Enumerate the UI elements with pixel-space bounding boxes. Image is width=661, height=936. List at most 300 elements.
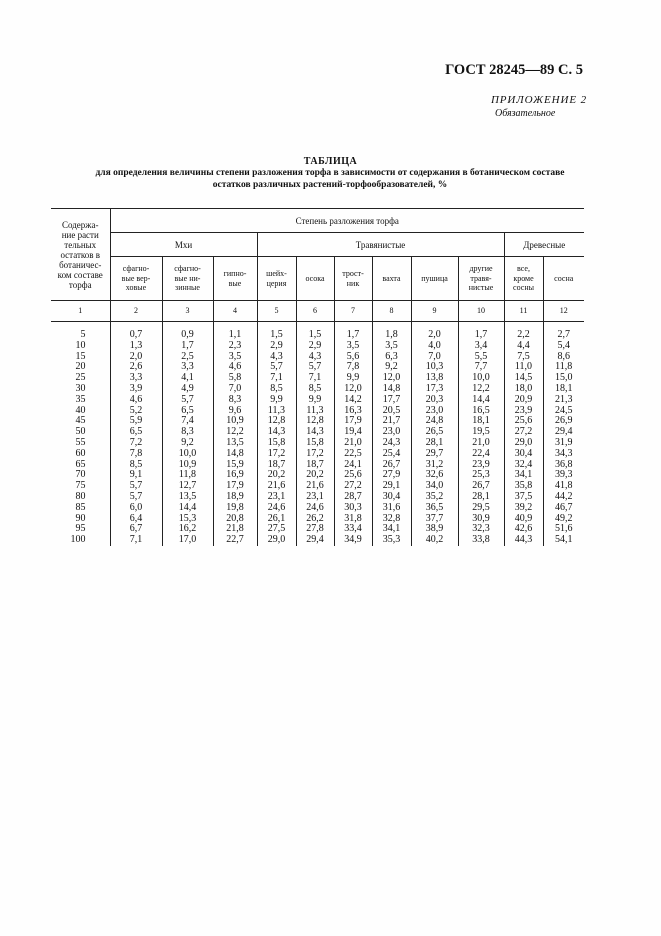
decomposition-value-cell: 21,0 [458,438,504,449]
decomposition-value-cell: 10,0 [162,449,213,460]
decomposition-value-cell: 15,8 [257,438,296,449]
decomposition-value-cell: 1,3 [110,341,162,352]
content-percent-cell: 60 [75,447,86,459]
decomposition-value-cell: 2,0 [411,322,458,341]
decomposition-value-cell: 5,7 [257,362,296,373]
document-header: ГОСТ 28245—89 С. 5 [445,62,583,78]
column-number: 11 [504,301,543,322]
decomposition-value-cell: 5,7 [296,362,334,373]
decomposition-value-cell: 7,8 [334,362,372,373]
decomposition-value-cell: 7,1 [257,373,296,384]
decomposition-value-cell: 14,4 [458,395,504,406]
decomposition-value-cell: 23,0 [411,406,458,417]
decomposition-value-cell: 20,2 [257,470,296,481]
decomposition-value-cell: 17,9 [213,481,257,492]
subcolumn-header [213,257,257,301]
decomposition-value-cell: 7,5 [504,352,543,363]
decomposition-value-cell: 24,8 [411,416,458,427]
decomposition-value-cell: 40,2 [411,535,458,546]
content-percent-cell: 85 [75,501,86,513]
decomposition-value-cell: 16,2 [162,524,213,535]
decomposition-value-cell: 21,3 [543,395,584,406]
table-title: ТАБЛИЦА [303,156,358,167]
decomposition-value-cell: 10,0 [458,373,504,384]
table-row [51,503,584,514]
decomposition-value-cell: 44,2 [543,492,584,503]
decomposition-value-cell: 18,1 [458,416,504,427]
header-line: зинные [175,283,200,293]
subcolumn-header [257,257,296,301]
decomposition-value-cell: 15,0 [543,373,584,384]
decomposition-value-cell: 5,9 [110,416,162,427]
decomposition-value-cell: 28,1 [458,492,504,503]
decomposition-value-cell: 28,1 [411,438,458,449]
decomposition-value-cell: 34,1 [504,470,543,481]
decomposition-value-cell: 17,3 [411,384,458,395]
decomposition-value-cell: 5,7 [110,481,162,492]
content-percent-cell: 55 [75,436,86,448]
decomposition-value-cell: 21,0 [334,438,372,449]
decomposition-value-cell: 46,7 [543,503,584,514]
decomposition-value-cell: 54,1 [543,535,584,546]
decomposition-value-cell: 5,6 [334,352,372,363]
subcolumn-header [372,257,411,301]
decomposition-value-cell: 2,7 [543,322,584,341]
peat-decomposition-table [51,208,584,546]
decomposition-value-cell: 39,2 [504,503,543,514]
appendix-label: ПРИЛОЖЕНИЕ 2 [490,94,587,106]
decomposition-value-cell: 1,7 [334,322,372,341]
decomposition-value-cell: 2,5 [162,352,213,363]
decomposition-value-cell: 26,7 [372,460,411,471]
decomposition-value-cell: 4,3 [296,352,334,363]
decomposition-value-cell: 12,8 [257,416,296,427]
content-percent-cell: 75 [75,480,86,492]
decomposition-value-cell: 40,9 [504,514,543,525]
decomposition-value-cell: 27,2 [334,481,372,492]
header-line: ботаничес- [59,259,102,270]
header-line: вые [228,278,242,288]
header-line: тельных [64,239,97,250]
decomposition-value-cell: 18,0 [504,384,543,395]
decomposition-value-cell: 3,9 [110,384,162,395]
decomposition-value-cell: 2,3 [213,341,257,352]
appendix-status: Обязательное [495,108,556,119]
decomposition-value-cell: 1,5 [257,322,296,341]
column-number: 8 [372,301,411,322]
header-line: трост- [342,269,364,278]
decomposition-value-cell: 3,4 [458,341,504,352]
decomposition-value-cell: 20,9 [504,395,543,406]
subcolumn-header [162,257,213,301]
decomposition-value-cell: 11,3 [257,406,296,417]
content-percent-cell: 40 [75,404,86,416]
header-line: ховые [125,283,147,293]
decomposition-value-cell: 20,5 [372,406,411,417]
decomposition-value-cell: 31,2 [411,460,458,471]
decomposition-value-cell: 9,2 [162,438,213,449]
decomposition-value-cell: 26,2 [296,514,334,525]
content-percent-cell: 80 [75,490,86,502]
decomposition-value-cell: 32,8 [372,514,411,525]
decomposition-value-cell: 3,5 [213,352,257,363]
content-percent-cell: 100 [70,534,86,546]
decomposition-value-cell: 22,5 [334,449,372,460]
decomposition-value-cell: 33,8 [458,535,504,546]
header-line: вые ни- [174,273,201,283]
decomposition-value-cell: 2,9 [257,341,296,352]
decomposition-value-cell: 14,5 [504,373,543,384]
decomposition-value-cell: 14,8 [372,384,411,395]
content-percent-cell: 30 [75,382,86,394]
decomposition-value-cell: 29,1 [372,481,411,492]
decomposition-value-cell: 4,3 [257,352,296,363]
column-number: 10 [458,301,504,322]
decomposition-value-cell: 14,8 [213,449,257,460]
decomposition-value-cell: 28,7 [334,492,372,503]
column-number: 5 [257,301,296,322]
content-percent-cell: 5 [80,329,86,340]
decomposition-value-cell: 9,1 [110,470,162,481]
header-line: травя- [470,273,492,283]
decomposition-value-cell: 29,4 [296,535,334,546]
decomposition-value-cell: 26,7 [458,481,504,492]
decomposition-value-cell: 26,5 [411,427,458,438]
subcolumn-header [504,257,543,301]
decomposition-value-cell: 16,5 [458,406,504,417]
decomposition-value-cell: 2,6 [110,362,162,373]
decomposition-value-cell: 16,3 [334,406,372,417]
decomposition-value-cell: 7,0 [411,352,458,363]
column-number: 2 [110,301,162,322]
decomposition-value-cell: 4,6 [213,362,257,373]
decomposition-value-cell: 27,5 [257,524,296,535]
decomposition-value-cell: 7,7 [458,362,504,373]
decomposition-value-cell: 14,3 [296,427,334,438]
decomposition-value-cell: 30,4 [372,492,411,503]
decomposition-value-cell: 8,3 [213,395,257,406]
decomposition-value-cell: 27,2 [504,427,543,438]
decomposition-value-cell: 23,0 [372,427,411,438]
decomposition-value-cell: 6,7 [110,524,162,535]
decomposition-value-cell: 30,3 [334,503,372,514]
decomposition-value-cell: 32,6 [411,470,458,481]
column-number: 3 [162,301,213,322]
decomposition-value-cell: 25,4 [372,449,411,460]
decomposition-value-cell: 23,1 [296,492,334,503]
decomposition-value-cell: 27,8 [296,524,334,535]
decomposition-value-cell: 30,9 [458,514,504,525]
decomposition-value-cell: 12,2 [458,384,504,395]
group-woody: Древесные [504,233,584,257]
content-percent-cell: 65 [75,458,86,470]
column-number: 12 [543,301,584,322]
decomposition-value-cell: 8,6 [543,352,584,363]
header-line: сфагно- [174,264,201,274]
header-line: ник [346,278,360,288]
decomposition-value-cell: 12,0 [372,373,411,384]
decomposition-value-cell: 51,6 [543,524,584,535]
decomposition-value-cell: 17,7 [372,395,411,406]
decomposition-value-cell: 11,3 [296,406,334,417]
content-percent-cell: 95 [75,523,86,535]
decomposition-value-cell: 6,4 [110,514,162,525]
decomposition-value-cell: 24,5 [543,406,584,417]
table-row [51,535,584,546]
decomposition-value-cell: 17,2 [296,449,334,460]
content-percent-cell: 90 [75,512,86,524]
decomposition-value-cell: 12,8 [296,416,334,427]
header-line: торфа [68,279,92,290]
decomposition-value-cell: 24,3 [372,438,411,449]
decomposition-value-cell: 25,6 [334,470,372,481]
decomposition-value-cell: 32,4 [504,460,543,471]
decomposition-value-cell: 4,4 [504,341,543,352]
decomposition-value-cell: 11,8 [162,470,213,481]
subcolumn-header [458,257,504,301]
decomposition-value-cell: 20,2 [296,470,334,481]
decomposition-value-cell: 24,6 [296,503,334,514]
decomposition-value-cell: 38,9 [411,524,458,535]
header-line: шейх- [266,269,287,278]
decomposition-value-cell: 4,0 [411,341,458,352]
decomposition-value-cell: 2,9 [296,341,334,352]
header-line: осока [305,273,325,283]
subcolumn-header [411,257,458,301]
decomposition-value-cell: 34,1 [372,524,411,535]
decomposition-value-cell: 29,5 [458,503,504,514]
decomposition-value-cell: 5,2 [110,406,162,417]
decomposition-value-cell: 3,3 [110,373,162,384]
decomposition-value-cell: 18,1 [543,384,584,395]
content-percent-cell: 45 [75,415,86,427]
table-row [51,395,584,406]
decomposition-value-cell: 32,3 [458,524,504,535]
decomposition-value-cell: 31,6 [372,503,411,514]
decomposition-value-cell: 1,1 [213,322,257,341]
decomposition-value-cell: 5,8 [213,373,257,384]
decomposition-value-cell: 49,2 [543,514,584,525]
group-mosses: Мхи [110,233,257,257]
decomposition-value-cell: 7,1 [296,373,334,384]
decomposition-value-cell: 20,3 [411,395,458,406]
header-line: ком составе [57,269,103,280]
decomposition-value-cell: 29,0 [257,535,296,546]
content-percent-cell: 15 [75,350,86,362]
header-line: вахта [382,273,401,283]
decomposition-value-cell: 12,7 [162,481,213,492]
content-percent-cell: 20 [75,361,86,373]
decomposition-value-cell: 34,0 [411,481,458,492]
decomposition-value-cell: 9,2 [372,362,411,373]
decomposition-value-cell: 23,1 [257,492,296,503]
decomposition-value-cell: 27,9 [372,470,411,481]
decomposition-value-cell: 8,5 [296,384,334,395]
decomposition-value-cell: 0,9 [162,322,213,341]
decomposition-value-cell: 3,5 [334,341,372,352]
decomposition-value-cell: 4,9 [162,384,213,395]
decomposition-value-cell: 7,2 [110,438,162,449]
decomposition-value-cell: 4,1 [162,373,213,384]
decomposition-value-cell: 5,4 [543,341,584,352]
decomposition-value-cell: 0,7 [110,322,162,341]
decomposition-value-cell: 33,4 [334,524,372,535]
decomposition-value-cell: 1,8 [372,322,411,341]
decomposition-value-cell: 13,5 [213,438,257,449]
decomposition-value-cell: 20,8 [213,514,257,525]
header-line: сосна [554,273,574,283]
decomposition-value-cell: 10,3 [411,362,458,373]
decomposition-value-cell: 3,3 [162,362,213,373]
decomposition-value-cell: 7,8 [110,449,162,460]
decomposition-value-cell: 17,0 [162,535,213,546]
decomposition-value-cell: 29,4 [543,427,584,438]
decomposition-value-cell: 7,4 [162,416,213,427]
decomposition-value-cell: 42,6 [504,524,543,535]
decomposition-value-cell: 29,7 [411,449,458,460]
decomposition-value-cell: 25,6 [504,416,543,427]
decomposition-value-cell: 16,9 [213,470,257,481]
decomposition-value-cell: 18,9 [213,492,257,503]
header-line: все, [517,264,530,274]
content-percent-cell: 35 [75,393,86,405]
content-percent-cell: 25 [75,372,86,384]
table-row [51,449,584,460]
decomposition-value-cell: 29,0 [504,438,543,449]
subcolumn-header [334,257,372,301]
header-line: остатков в [60,249,101,260]
column-number: 4 [213,301,257,322]
decomposition-value-cell: 24,6 [257,503,296,514]
decomposition-value-cell: 11,0 [504,362,543,373]
group-herbaceous: Травянистые [257,233,504,257]
subcolumn-header [296,257,334,301]
decomposition-value-cell: 34,3 [543,449,584,460]
decomposition-value-cell: 22,7 [213,535,257,546]
decomposition-value-cell: 11,8 [543,362,584,373]
decomposition-value-cell: 9,9 [296,395,334,406]
decomposition-value-cell: 7,1 [110,535,162,546]
decomposition-value-cell: 7,0 [213,384,257,395]
decomposition-value-cell: 22,4 [458,449,504,460]
header-line: ние расти [61,229,99,240]
decomposition-value-cell: 1,5 [296,322,334,341]
decomposition-value-cell: 1,7 [162,341,213,352]
decomposition-value-cell: 6,0 [110,503,162,514]
decomposition-value-cell: 35,3 [372,535,411,546]
decomposition-value-cell: 21,8 [213,524,257,535]
decomposition-value-cell: 36,5 [411,503,458,514]
decomposition-value-cell: 14,3 [257,427,296,438]
decomposition-value-cell: 3,5 [372,341,411,352]
decomposition-value-cell: 4,6 [110,395,162,406]
decomposition-value-cell: 8,5 [257,384,296,395]
table-row [51,341,584,352]
header-line: пушица [421,273,448,283]
decomposition-value-cell: 5,5 [458,352,504,363]
header-line: нистые [468,283,494,293]
decomposition-value-cell: 14,4 [162,503,213,514]
decomposition-value-cell: 13,8 [411,373,458,384]
header-line: сосны [513,283,534,293]
decomposition-value-cell: 14,2 [334,395,372,406]
content-percent-cell: 10 [75,339,86,351]
decomposition-value-cell: 25,3 [458,470,504,481]
decomposition-value-cell: 9,6 [213,406,257,417]
column-number: 1 [51,301,110,322]
decomposition-value-cell: 17,9 [334,416,372,427]
decomposition-value-cell: 10,9 [162,460,213,471]
decomposition-value-cell: 41,8 [543,481,584,492]
table-subtitle [30,167,630,191]
decomposition-value-cell: 31,9 [543,438,584,449]
header-line: кроме [513,273,534,283]
decomposition-value-cell: 12,2 [213,427,257,438]
header-line: церия [266,278,287,288]
decomposition-value-cell: 30,4 [504,449,543,460]
decomposition-value-cell: 18,7 [296,460,334,471]
decomposition-value-cell: 2,2 [504,322,543,341]
decomposition-value-cell: 26,9 [543,416,584,427]
decomposition-value-cell: 6,3 [372,352,411,363]
decomposition-value-cell: 15,8 [296,438,334,449]
decomposition-value-cell: 26,1 [257,514,296,525]
subcolumn-header [543,257,584,301]
decomposition-value-cell: 21,6 [257,481,296,492]
decomposition-value-cell: 2,0 [110,352,162,363]
decomposition-value-cell: 6,5 [162,406,213,417]
decomposition-value-cell: 15,9 [213,460,257,471]
decomposition-value-cell: 36,8 [543,460,584,471]
content-percent-cell: 50 [75,426,86,438]
decomposition-value-cell: 21,6 [296,481,334,492]
decomposition-value-cell: 31,8 [334,514,372,525]
decomposition-value-cell: 5,7 [162,395,213,406]
decomposition-value-cell: 8,5 [110,460,162,471]
decomposition-value-cell: 23,9 [458,460,504,471]
decomposition-value-cell: 15,3 [162,514,213,525]
column-number: 6 [296,301,334,322]
decomposition-value-cell: 9,9 [257,395,296,406]
column-number: 9 [411,301,458,322]
subtitle-line-2: остатков различных растений-торфообразователей, % [212,180,448,190]
decomposition-value-cell: 37,5 [504,492,543,503]
decomposition-value-cell: 35,8 [504,481,543,492]
decomposition-value-cell: 34,9 [334,535,372,546]
decomposition-value-cell: 19,4 [334,427,372,438]
decomposition-value-cell: 19,8 [213,503,257,514]
subcolumn-header [110,257,162,301]
decomposition-value-cell: 6,5 [110,427,162,438]
decomposition-group-header: Степень разложения торфа [110,209,584,233]
decomposition-value-cell: 8,3 [162,427,213,438]
header-line: сфагно- [122,264,150,274]
header-line: Содержа- [61,219,99,230]
decomposition-value-cell: 13,5 [162,492,213,503]
content-column-header [51,209,110,301]
column-number: 7 [334,301,372,322]
decomposition-value-cell: 44,3 [504,535,543,546]
decomposition-value-cell: 19,5 [458,427,504,438]
header-line: вые вер- [121,273,151,283]
decomposition-value-cell: 5,7 [110,492,162,503]
decomposition-value-cell: 35,2 [411,492,458,503]
decomposition-value-cell: 24,1 [334,460,372,471]
decomposition-value-cell: 12,0 [334,384,372,395]
decomposition-value-cell: 1,7 [458,322,504,341]
decomposition-value-cell: 37,7 [411,514,458,525]
subtitle-line-1: для определения величины степени разложения торфа в зависимости от содержания в ботаническом составе [95,168,565,178]
